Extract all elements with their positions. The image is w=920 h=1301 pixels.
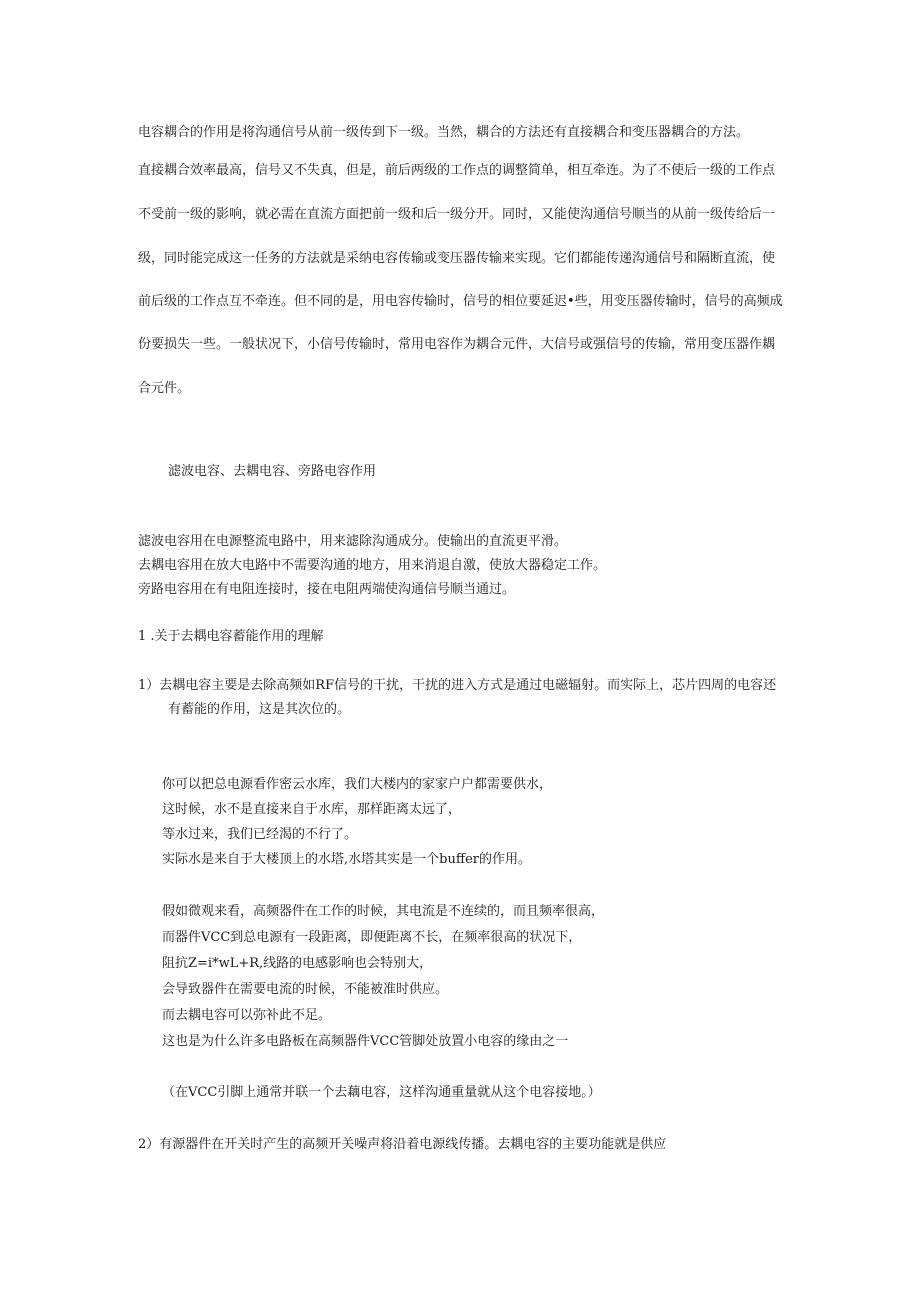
coupling-line-1: 直接耦合效率最高，信号又不失真，但是，前后两级的工作点的调整简单，相互牵连。为了不使后一级的工作点 (138, 163, 776, 178)
definition-decoupling: 去耦电容用在放大电路中不需要沟通的地方，用来消退自激，使放大器稳定工作。 (138, 558, 607, 573)
definition-bypass: 旁路电容用在有电阻连接时，接在电阻两端使沟通信号顺当通过。 (138, 582, 516, 597)
coupling-line-2: 不受前一级的影响，就必需在直流方面把前一级和后一级分开。同时，又能使沟通信号顺当的从前一级传给后一 (138, 207, 776, 222)
point1-text: 去耦电容主要是去除高频如RF信号的干扰，干扰的进入方式是通过电磁辐射。而实际上，芯片四周的电容还 (159, 678, 777, 693)
definition-filter: 滤波电容用在电源整流电路中，用来滤除沟通成分。使输出的直流更平滑。 (138, 534, 568, 549)
point1-line2: 有蓄能的作用，这是其次位的。 (168, 702, 351, 717)
section-title: 滤波电容、去耦电容、旁路电容作用 (168, 464, 377, 479)
item1-heading: 1 .关于去耦电容蓄能作用的理解 (138, 629, 324, 644)
coupling-line-4: 前后级的工作点互不牵连。但不同的是，用电容传输时，信号的相位要延迟•些，用变压器传输时，信号的高频成 (138, 294, 783, 309)
micro-line-5: 而去耦电容可以弥补此不足。 (162, 1008, 332, 1023)
analogy-line-1: 你可以把总电源看作密云水库，我们大楼内的家家户户都需要供水， (162, 777, 553, 792)
coupling-intro: 电容耦合的作用是将沟通信号从前一级传到下一级。当然，耦合的方法还有直接耦合和变压器耦合的方法。 (138, 125, 750, 140)
coupling-line-3: 级，同时能完成这一任务的方法就是采纳电容传输或变压器传输来实现。它们都能传递沟通信号和隔断直流，使 (138, 251, 776, 266)
point1-marker: 1） (138, 678, 160, 693)
point2-line: 2）有源器件在开关时产生的高频开关噪声将沿着电源线传播。去耦电容的主要功能就是供应 (138, 1137, 667, 1152)
coupling-line-5: 份要损失一些。一般状况下，小信号传输时，常用电容作为耦合元件，大信号或强信号的传输，常用变压器作耦 (138, 337, 776, 352)
analogy-line-3: 等水过来，我们已经渴的不行了。 (162, 827, 358, 842)
micro-line-1: 假如微观来看，高频器件在工作的时候，其电流是不连续的，而且频率很高， (162, 904, 605, 919)
coupling-line-6: 合元件。 (138, 381, 191, 396)
micro-line-4: 会导致器件在需要电流的时候，不能被准时供应。 (162, 982, 449, 997)
micro-line-3: 阻抗Z=i*wL+R,线路的电感影响也会特别大， (162, 956, 433, 971)
micro-line-2: 而器件VCC到总电源有一段距离，即便距离不长，在频率很高的状况下， (162, 930, 582, 945)
point1-line1 (138, 677, 776, 695)
micro-line-6: 这也是为什么许多电路板在高频器件VCC管脚处放置小电容的缘由之一 (162, 1034, 569, 1049)
analogy-line-4: 实际水是来自于大楼顶上的水塔,水塔其实是一个buffer的作用。 (162, 852, 531, 867)
analogy-line-2: 这时候，水不是直接来自于水库，那样距离太远了， (162, 802, 462, 817)
vcc-note: （在VCC引脚上通常并联一个去藕电容，这样沟通重量就从这个电容接地。） (162, 1085, 601, 1100)
